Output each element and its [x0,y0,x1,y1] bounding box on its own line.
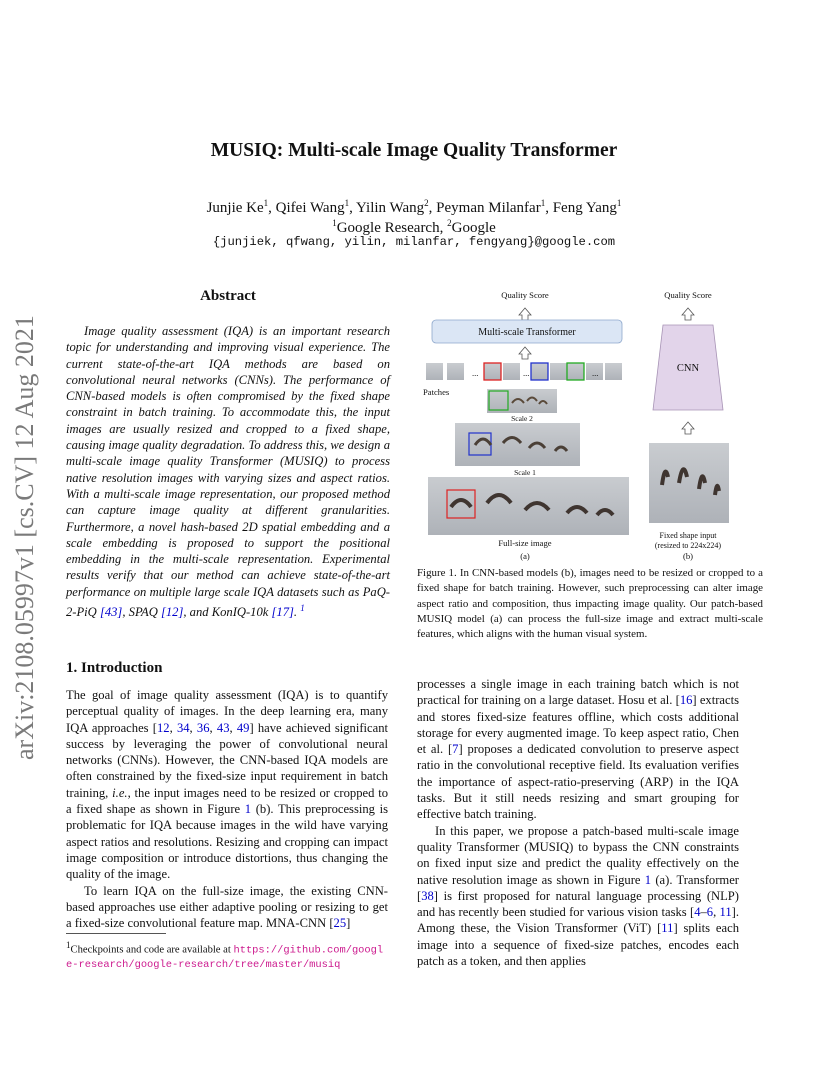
arxiv-stamp [4,270,44,770]
citation-link[interactable]: 25 [333,916,347,931]
intro-heading: 1. Introduction [66,660,163,676]
transformer-label: Multi-scale Transformer [478,327,576,338]
up-arrow-icon [682,308,694,320]
right-column-body: processes a single image in each training batch which is not practical for training on a large dataset. Hosu et al. [16] extracts and stores fixed-size features offline, which costs additional storage for every augmented image. To keep aspect ratio, Chen et al. [7] proposes a dedicated convolution to preserve aspect ratio in the convolutional receptive field. Its evaluation verifies the importance of aspect-ratio-preserving (ARP) in the IQA tasks. But it still needs resizing and smart grouping for effective batch training. In this paper, we propose a patch-based multi-scale image quality Transformer (MUSIQ) to bypass the CNN constraints on fixed input size and predict the quality effectively on the native resolution image as shown in Figure 1 (a). Transformer [38] is first proposed for natural language processing (NLP) and has recently been studied for various vision tasks [4–6, 11]. Among these, the Vision Transformer (ViT) [11] splits each image into a sequence of fixed-size patches, encodes each patch as a token, and then applies [417,677,739,969]
scale1-image [455,423,580,466]
citation-link[interactable]: 11 [661,921,674,936]
patch-row [426,363,622,380]
code-url-link[interactable]: https://github.com/google-research/google-research/tree/master/musiq [66,944,384,971]
scale2-label: Scale 2 [511,414,533,423]
author-list: Junjie Ke$^1$, Qifei Wang$^1$, Yilin Wang$^2$, Peyman Milanfar$^1$, Feng Yang$^1$ [206,198,622,216]
author-name: Feng Yang [552,200,617,216]
fixed-shape-sublabel: (resized to 224x224) [654,541,722,550]
citation-link[interactable]: 36 [196,720,210,735]
figure-1 [417,285,763,561]
scale1-label: Scale 1 [514,468,536,477]
citation-link[interactable]: 38 [421,888,434,903]
intro-body: The goal of image quality assessment (IQA) is to quantify perceptual quality of images. In the deep learning era, many IQA approaches [12, 34, 36, 43, 49] have achieved significant success by leveraging the power of convolutional neural networks (CNNs). However, the CNN-based IQA models are often constrained by the fixed-size input requirement in batch training, i.e., the input images need to be resized or cropped to a fixed shape as shown in Figure 1 (b). This preprocessing is problematic for IQA because images in the wild have varying aspect ratios and resolutions. Resizing and cropping can impact image composition or introduce distortions, thus changing the quality of the image. To learn IQA on the full-size image, the existing CNN-based approaches use either adaptive pooling or resizing to get a fixed-size convolutional feature map. MNA-CNN [25] [66,688,389,931]
author-name: Junjie Ke [206,200,264,216]
author-emails: {junjiek, qfwang, yilin, milanfar, fengyang}@google.com [212,235,616,249]
affiliations: $^1$Google Research, $^2$Google [332,218,496,236]
author-name: Peyman Milanfar [436,200,541,216]
quality-score-label-b: Quality Score [664,290,712,300]
citation-link[interactable]: [43] [99,605,123,620]
citation-link[interactable]: 43 [216,720,230,735]
figure-caption: Figure 1. In CNN-based models (b), images need to be resized or cropped to a fixed shape for batch training. However, such preprocessing can alter image aspect ratio and composition, thus impacting image quality. Our patch-based MUSIQ model (a) can process the full-size image and extract multi-scale features, which aligns with the human visual system. [417,567,763,641]
subfigure-b-label: (b) [682,551,694,561]
figure-link[interactable]: 1 [244,802,252,817]
fullsize-label: Full-size image [498,538,552,548]
citation-link[interactable]: 49 [236,720,250,735]
svg-text:...: ... [472,368,479,378]
author-name: Yilin Wang [356,200,425,216]
footnote: $^1$Checkpoints and code are available at https://github.com/google-research/google-research/tree/master/musiq [66,940,384,971]
arxiv-id: arXiv:2108.05997v1 [cs.CV] 12 Aug 2021 [10,315,39,760]
citation-link[interactable]: [17] [271,605,294,620]
up-arrow-icon [519,308,531,320]
footnote-divider [66,933,166,934]
abstract-body: Image quality assessment (IQA) is an important research topic for understanding and improving visual experience. The current state-of-the-art IQA methods are based on convolutional neural networks (CNNs). The performance of CNN-based models is often compromised by the fixed shape constraint in batch training. To accommodate this, the input images are usually resized and cropped to a fixed shape, causing image quality degradation. To address this, we design a multi-scale image quality Transformer (MUSIQ) to process native resolution images with varying sizes and aspect ratios. With a multi-scale image representation, our proposed method can capture image quality at different granularities. Furthermore, a novel hash-based 2D spatial embedding and a scale embedding is proposed to support the positional embedding in the multi-scale representation. Experimental results verify that our method can achieve state-of-the-art performance on multiple large scale IQA datasets such as PaQ-2-PiQ [43], SPAQ [12], and KonIQ-10k [17]. $^1$ [66,324,390,620]
citation-link[interactable]: 6 [706,905,714,920]
quality-score-label-a: Quality Score [501,290,549,300]
patches-label: Patches [423,387,450,397]
up-arrow-icon [682,422,694,434]
paper-title: MUSIQ: Multi-scale Image Quality Transformer [210,140,618,161]
author-name: Qifei Wang [275,200,345,216]
citation-link[interactable]: 11 [719,905,732,920]
svg-text:...: ... [592,368,599,378]
citation-link[interactable]: [12] [160,605,184,620]
abstract-heading: Abstract [200,288,256,304]
citation-link[interactable]: 7 [452,742,459,757]
citation-link[interactable]: 34 [176,720,190,735]
subfigure-a-label: (a) [520,551,530,561]
citation-link[interactable]: 12 [156,720,170,735]
citation-link[interactable]: 16 [679,693,693,708]
figure-link[interactable]: 1 [644,872,652,887]
svg-text:...: ... [523,368,530,378]
citation-link[interactable]: 4 [694,905,701,920]
cnn-label: CNN [676,363,700,374]
fixed-shape-label: Fixed shape input [659,531,717,540]
footnote-marker[interactable]: 1 [300,603,305,614]
up-arrow-icon [519,347,531,359]
